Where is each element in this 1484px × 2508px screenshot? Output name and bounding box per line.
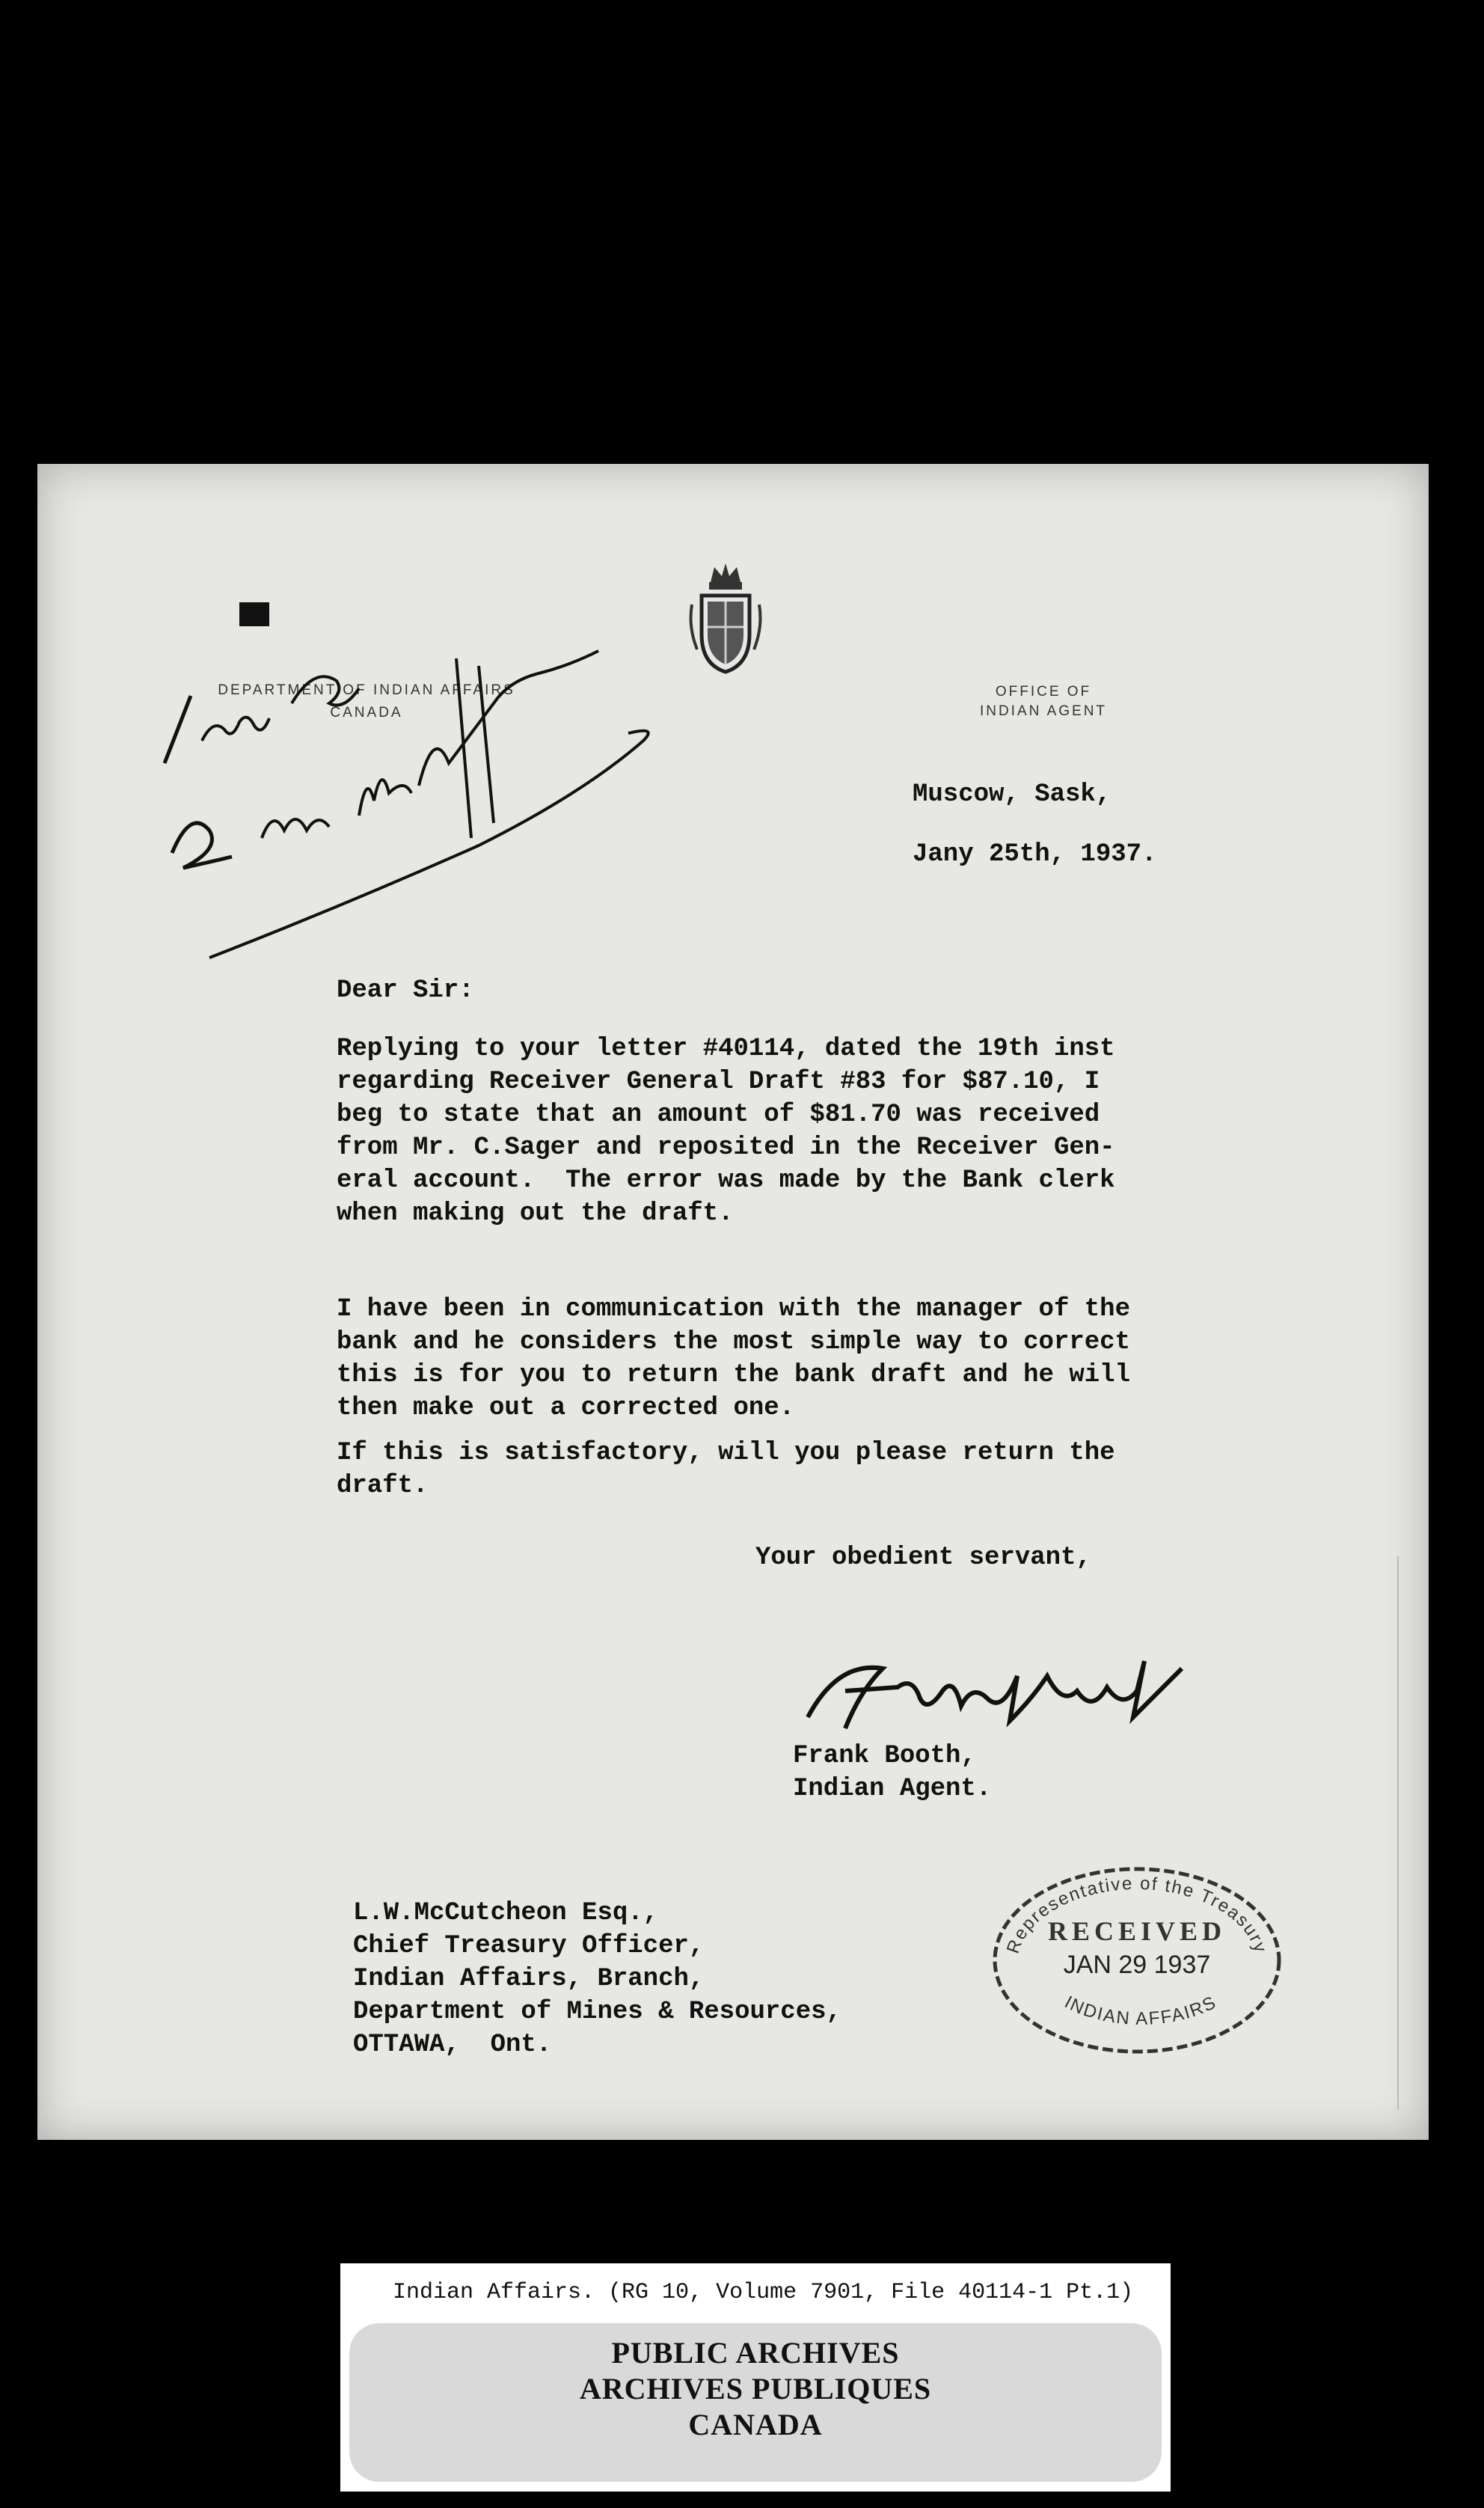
letter-date: Jany 25th, 1937. <box>913 840 1157 869</box>
body-paragraph-2: I have been in communication with the manager of the bank and he considers the most simple way to correct this is for you to return the bank draft and he will then make out a corrected one. <box>337 1295 1130 1422</box>
archive-label <box>340 2263 1171 2492</box>
addressee-block: L.W.McCutcheon Esq., Chief Treasury Officer, Indian Affairs, Branch, Department of Mines & Resources, OTTAWA, Ont. <box>353 1899 841 2059</box>
closing: Your obedient servant, <box>755 1544 1091 1572</box>
stamp-middle-text: RECEIVED <box>1047 1916 1227 1946</box>
stamp-top-text: Representative of the Treasury <box>1002 1873 1272 1957</box>
body-paragraph-3: If this is satisfactory, will you please return the draft. <box>337 1439 1115 1500</box>
letter-sheet <box>37 464 1429 2140</box>
received-stamp <box>987 1859 1287 2061</box>
stamp-date: JAN 29 1937 <box>1063 1951 1211 1979</box>
department-heading: DEPARTMENT OF INDIAN AFFAIRS <box>218 682 515 698</box>
office-heading: OFFICE OF INDIAN AGENT <box>979 684 1108 719</box>
body-paragraph-1: Replying to your letter #40114, dated the 19th inst regarding Receiver General Draft #83 for $87.10, I beg to state that an amount of $81.70 was received from Mr. C.Sager and reposited in the Receiver Gen- eral account. The error was made by the Bank clerk when making out the draft. <box>337 1035 1115 1228</box>
archive-line-3: CANADA <box>688 2408 823 2441</box>
signature <box>793 1646 1212 1736</box>
letter-place: Muscow, Sask, <box>913 780 1112 809</box>
stamp-bottom-text: INDIAN AFFAIRS <box>1061 1992 1221 2029</box>
archive-reference: Indian Affairs. (RG 10, Volume 7901, File 40114-1 Pt.1) <box>393 2280 1134 2305</box>
handwritten-note <box>120 591 658 980</box>
coat-of-arms-icon <box>688 560 763 679</box>
svg-text:INDIAN AFFAIRS <box>1061 1992 1221 2028</box>
archive-line-1: PUBLIC ARCHIVES <box>611 2336 900 2370</box>
signer-block: Frank Booth, Indian Agent. <box>793 1742 992 1803</box>
salutation: Dear Sir: <box>337 976 474 1005</box>
archive-line-2: ARCHIVES PUBLIQUES <box>579 2372 932 2405</box>
department-country: CANADA <box>330 705 403 721</box>
